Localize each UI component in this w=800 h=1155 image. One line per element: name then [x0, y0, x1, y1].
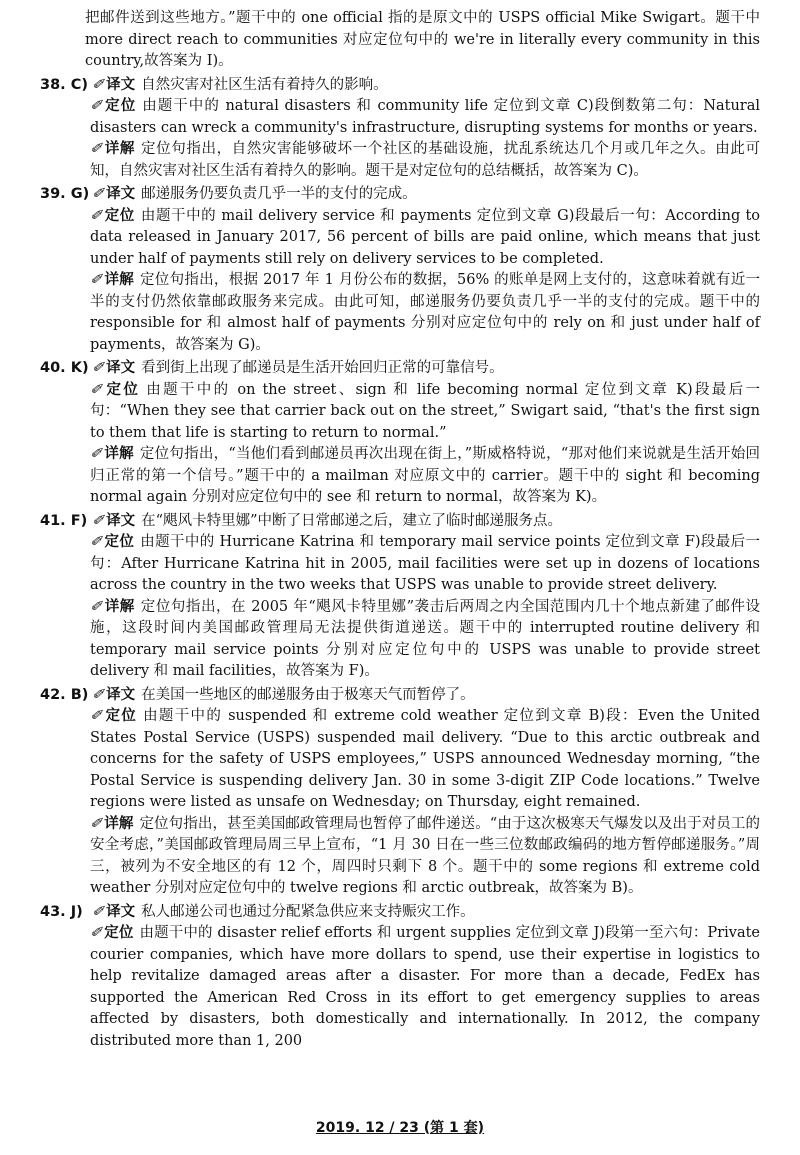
locate-label: 定位 [104, 98, 137, 114]
answer-item [40, 184, 760, 356]
question-number: 38. C) [40, 76, 89, 93]
intro-paragraph: 把邮件送到这些地方。”题干中的 one official 指的是原文中的 USPS official Mike Swigart。题干中 more direct reach to communities 对应定位句中的 we're in literally every community in this country,故答案为 I)。 [85, 10, 760, 69]
explain-label: 详解 [104, 815, 134, 832]
translation-text: 私人邮递公司也通过分配紧急供应来支持赈灾工作。 [141, 903, 475, 920]
locate-paragraph [90, 380, 760, 445]
locate-label: 定位 [104, 534, 135, 550]
answer-item [40, 358, 760, 509]
translation-line [40, 511, 760, 533]
page-footer [0, 1118, 800, 1140]
pen-icon: ✐ [90, 708, 103, 724]
question-number: 41. F) [40, 512, 88, 529]
page-footer-text: 2019. 12 / 23 (第 1 套) [315, 1119, 485, 1136]
locate-paragraph [90, 532, 760, 597]
pen-icon: ✐ [90, 207, 103, 224]
locate-text: 由题干中的 Hurricane Katrina 和 temporary mail service points 定位到文章 F)段最后一句：After Hurricane Katrina hit in 2005, mail facilities were set up in dozens of locations across the country in the two weeks that USPS was unable to provide street delivery. [90, 534, 760, 593]
pen-icon: ✐ [90, 98, 103, 114]
translation-block [92, 902, 475, 924]
translation-label: 译文 [106, 360, 136, 376]
explain-paragraph [90, 444, 760, 509]
question-number: 43. J) [40, 903, 83, 920]
translation-line [40, 184, 760, 206]
translation-text: 在美国一些地区的邮递服务由于极寒天气而暂停了。 [141, 686, 475, 703]
locate-text: 由题干中的 mail delivery service 和 payments 定位到文章 G)段最后一句：According to data released in January 2017, 56 percent of bills are paid online, which means that just under half of payments still rely on delivery services to be completed. [90, 207, 761, 267]
locate-text: 由题干中的 suspended 和 extreme cold weather 定位到文章 B)段：Even the United States Postal Service (USPS) suspended mail delivery. “Due to this arctic outbreak and concerns for the safety of USPS employees,” USPS announced Wednesday morning, “the Postal Service is suspending delivery Jan. 30 in some 3-digit ZIP Code locations.” Twelve regions were listed as unsafe on Wednesday; on Thursday, eight remained. [90, 708, 760, 810]
pen-icon: ✐ [90, 272, 103, 288]
translation-label: 译文 [106, 686, 136, 703]
pen-icon: ✐ [90, 141, 103, 157]
explain-text: 定位句指出，根据 2017 年 1 月份公布的数据，56% 的账单是网上支付的，这意味着就有近一半的支付仍然依靠邮政服务来完成。由此可知，邮递服务仍要负责几乎一半的支付的完成。题干中的 responsible for 和 almost half of payments 分别对应定位句中的 rely on 和 just under half of payments，故答案为 G)。 [90, 272, 760, 353]
translation-line [40, 685, 760, 707]
translation-line [40, 902, 760, 924]
locate-label: 定位 [104, 925, 134, 941]
locate-text: 由题干中的 disaster relief efforts 和 urgent supplies 定位到文章 J)段第一至六句：Private courier companies, which have more dollars to spend, use their expertise in logistics to help revitalize damaged areas after a disaster. For more than a decade, FedEx has supported the American Red Cross in its effort to get emergency supplies to areas affected by disasters, both domestically and internationally. In 2012, the company distributed more than 1, 200 [90, 925, 761, 1049]
pen-icon: ✐ [92, 186, 105, 202]
explain-text: 定位句指出，自然灾害能够破坏一个社区的基础设施，扰乱系统达几个月或几年之久。由此可知，自然灾害对社区生活有着持久的影响。题干是对定位句的总结概括，故答案为 C)。 [90, 141, 761, 179]
explain-paragraph [90, 270, 760, 356]
translation-label: 译文 [106, 76, 136, 93]
translation-block [92, 184, 417, 206]
answer-item [40, 685, 760, 900]
locate-label: 定位 [104, 708, 138, 724]
translation-text: 邮递服务仍要负责几乎一半的支付的完成。 [141, 186, 417, 202]
translation-label: 译文 [106, 186, 136, 202]
pen-icon: ✐ [90, 925, 103, 941]
pen-icon: ✐ [92, 512, 105, 529]
explain-text: 定位句指出，在 2005 年“飓风卡特里娜”袭击后两周之内全国范围内几十个地点新建了邮件设施，这段时间内美国邮政管理局无法提供街道递送。题干中的 interrupted routine delivery 和 temporary mail service points 分别对应定位句中的 USPS was unable to provide street delivery 和 mail facilities，故答案为 F)。 [90, 598, 760, 679]
question-number: 42. B) [40, 686, 89, 703]
explain-label: 详解 [104, 272, 135, 288]
locate-paragraph [90, 706, 760, 814]
translation-line [40, 75, 760, 97]
pen-icon: ✐ [90, 598, 103, 615]
translation-label: 译文 [106, 512, 136, 529]
answer-item [40, 902, 760, 1053]
explain-paragraph [90, 139, 760, 182]
translation-label: 译文 [106, 903, 136, 920]
answer-list [40, 75, 760, 1053]
explain-text: 定位句指出，甚至美国邮政管理局也暂停了邮件递送。“由于这次极寒天气爆发以及出于对员工的安全考虑，”美国邮政管理局周三早上宣布，“1 月 30 日在一些三位数邮政编码的地方暂停邮递服务。”周三，被列为不安全地区的有 12 个，周四时只剩下 8 个。题干中的 some regions 和 extreme cold weather 分别对应定位句中的 twelve regions 和 arctic outbreak，故答案为 B)。 [90, 815, 760, 896]
translation-block [92, 75, 388, 97]
explain-text: 定位句指出，“当他们看到邮递员再次出现在街上，”斯威格特说，“那对他们来说就是生活开始回归正常的第一个信号。”题干中的 a mailman 对应原文中的 carrier。题干中的 sight 和 becoming normal again 分别对应定位句中的 see 和 return to normal，故答案为 K)。 [90, 446, 760, 505]
pen-icon: ✐ [92, 76, 105, 93]
answer-item [40, 75, 760, 183]
pen-icon: ✐ [92, 360, 105, 376]
explain-paragraph [90, 814, 760, 900]
translation-text: 看到街上出现了邮递员是生活开始回归正常的可靠信号。 [141, 360, 504, 376]
translation-line [40, 358, 760, 380]
locate-text: 由题干中的 natural disasters 和 community life 定位到文章 C)段倒数第二句：Natural disasters can wreck a community's infrastructure, disrupting systems for months or years. [90, 98, 761, 136]
pen-icon: ✐ [92, 903, 105, 920]
locate-label: 定位 [104, 207, 135, 224]
explain-label: 详解 [104, 446, 134, 462]
pen-icon: ✐ [90, 534, 103, 550]
translation-text: 在“飓风卡特里娜”中断了日常邮递之后，建立了临时邮递服务点。 [141, 512, 562, 529]
answer-item [40, 511, 760, 683]
translation-block [92, 685, 475, 707]
question-number: 40. K) [40, 360, 89, 376]
locate-paragraph [90, 923, 760, 1052]
translation-block [92, 511, 562, 533]
explain-paragraph [90, 597, 760, 683]
translation-text: 自然灾害对社区生活有着持久的影响。 [141, 76, 388, 93]
translation-block [92, 358, 504, 380]
locate-label: 定位 [104, 381, 141, 398]
pen-icon: ✐ [92, 686, 105, 703]
pen-icon: ✐ [90, 815, 103, 832]
locate-paragraph [90, 206, 760, 271]
question-number: 39. G) [40, 186, 90, 202]
locate-text: 由题干中的 on the street、sign 和 life becoming normal 定位到文章 K)段最后一句：“When they see that carrier back out on the street,” Swigart said, “that's the first sign to them that life is starting to return to normal.” [90, 381, 761, 441]
locate-paragraph [90, 96, 760, 139]
pen-icon: ✐ [90, 381, 103, 398]
pen-icon: ✐ [90, 446, 103, 462]
explain-label: 详解 [104, 598, 135, 615]
explain-label: 详解 [104, 141, 135, 157]
